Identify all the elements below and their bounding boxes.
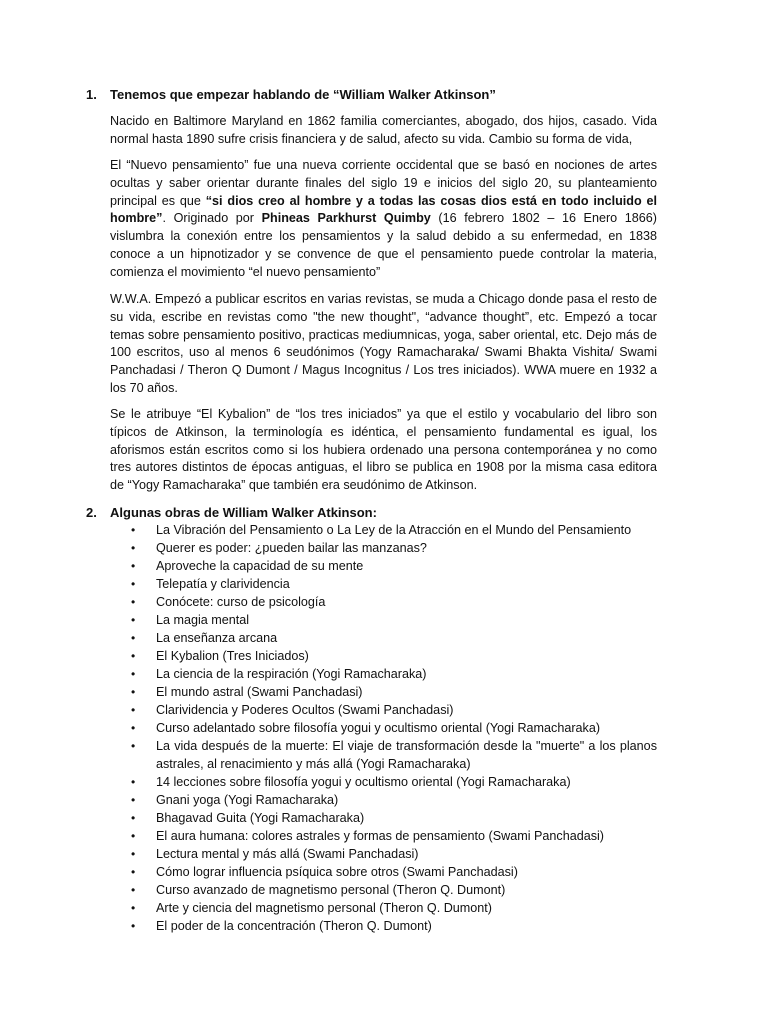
bullet-icon: •	[131, 919, 136, 933]
list-item	[110, 665, 657, 683]
bold-name: Phineas Parkhurst Quimby	[261, 211, 431, 226]
list-item-text: El aura humana: colores astrales y formas de pensamiento (Swami Panchadasi)	[156, 829, 604, 843]
paragraph-text: . Originado por	[162, 211, 262, 226]
list-item	[110, 719, 657, 737]
bullet-icon: •	[131, 613, 136, 627]
section-number: 2.	[86, 505, 97, 520]
bullet-icon: •	[131, 541, 136, 555]
list-item-text: La Vibración del Pensamiento o La Ley de la Atracción en el Mundo del Pensamiento	[156, 523, 632, 537]
bullet-icon: •	[131, 793, 136, 807]
list-item	[110, 827, 657, 845]
list-item	[110, 593, 657, 611]
bullet-icon: •	[131, 883, 136, 897]
paragraph-text: El “Nuevo pensamiento” fue una nueva corriente occidental que se basó en nociones de artes ocultas y saber orientar durante finales del siglo 19 e inicios del siglo 20, su planteamiento principal es que	[110, 158, 657, 208]
bullet-icon: •	[131, 721, 136, 735]
bullet-icon: •	[131, 631, 136, 645]
bullet-icon: •	[131, 775, 136, 789]
list-item	[110, 629, 657, 647]
list-item	[110, 575, 657, 593]
list-item-text: Conócete: curso de psicología	[156, 595, 326, 609]
list-item	[110, 881, 657, 899]
list-item-text: Aproveche la capacidad de su mente	[156, 559, 364, 573]
list-item-text: Cómo lograr influencia psíquica sobre otros (Swami Panchadasi)	[156, 865, 518, 879]
list-item	[110, 845, 657, 863]
list-item	[110, 791, 657, 809]
list-item	[110, 863, 657, 881]
list-item	[110, 917, 657, 935]
bullet-icon: •	[131, 667, 136, 681]
bullet-icon: •	[131, 685, 136, 699]
list-item-text: La enseñanza arcana	[156, 631, 278, 645]
bullet-icon: •	[131, 559, 136, 573]
list-item-text: El mundo astral (Swami Panchadasi)	[156, 685, 363, 699]
section-title: Tenemos que empezar hablando de “William Walker Atkinson”	[110, 87, 496, 102]
list-item-text: Arte y ciencia del magnetismo personal (Theron Q. Dumont)	[156, 901, 492, 915]
list-item	[110, 557, 657, 575]
list-item-text: Curso avanzado de magnetismo personal (Theron Q. Dumont)	[156, 883, 506, 897]
bullet-icon: •	[131, 649, 136, 663]
section-title: Algunas obras de William Walker Atkinson:	[110, 505, 377, 520]
bold-quote: “si dios creo al hombre y a todas las cosas dios está en todo incluido el hombre”	[110, 193, 658, 226]
list-item	[110, 737, 657, 773]
list-item	[110, 521, 657, 539]
list-item	[110, 899, 657, 917]
list-item-text: La ciencia de la respiración (Yogi Ramacharaka)	[156, 667, 427, 681]
bullet-icon: •	[131, 901, 136, 915]
list-item	[110, 611, 657, 629]
bullet-icon: •	[131, 811, 136, 825]
list-item-text: El Kybalion (Tres Iniciados)	[156, 649, 309, 663]
list-item	[110, 539, 657, 557]
list-item	[110, 773, 657, 791]
bullet-icon: •	[131, 595, 136, 609]
bullet-icon: •	[131, 865, 136, 879]
list-item-text: Lectura mental y más allá (Swami Panchadasi)	[156, 847, 419, 861]
bullet-icon: •	[131, 703, 136, 717]
list-item	[110, 701, 657, 719]
section-number: 1.	[86, 87, 97, 102]
paragraph-kybalion: Se le atribuye “El Kybalion” de “los tres iniciados” ya que el estilo y vocabulario del libro son típicos de Atkinson, la terminología es idéntica, el pensamiento fundamental es igual, los aforismos están escritos como si los hubiera ordenado una persona contemporánea y no como tres autores distintos de épocas antiguas, el libro se publica en 1908 por la misma casa editora de “Yogy Ramacharaka” que también era seudónimo de Atkinson.	[110, 407, 657, 493]
list-item-text: El poder de la concentración (Theron Q. Dumont)	[156, 919, 432, 933]
paragraph-text: (16 febrero 1802 – 16 Enero 1866) vislumbra la conexión entre los pensamientos y la salud debido a su enfermedad, en 1838 conoce a un hipnotizador y se convence de que el pensamiento puede controlar la materia, comienza el movimiento “el nuevo pensamiento”	[110, 211, 657, 279]
bullet-icon: •	[131, 739, 136, 753]
list-item	[110, 647, 657, 665]
bullet-icon: •	[131, 523, 136, 537]
list-item-text: Telepatía y clarividencia	[156, 577, 290, 591]
paragraph-new-thought	[110, 157, 657, 282]
list-item-text: Clarividencia y Poderes Ocultos (Swami Panchadasi)	[156, 703, 454, 717]
list-item-text: 14 lecciones sobre filosofía yogui y ocultismo oriental (Yogi Ramacharaka)	[156, 775, 571, 789]
works-list	[110, 521, 657, 935]
bullet-icon: •	[131, 847, 136, 861]
list-item	[110, 683, 657, 701]
paragraph-biography: Nacido en Baltimore Maryland en 1862 familia comerciantes, abogado, dos hijos, casado. Vida normal hasta 1890 sufre crisis financiera y de salud, afecto su vida. Cambio su forma de vida,	[110, 114, 657, 146]
paragraph-publications: W.W.A. Empezó a publicar escritos en varias revistas, se muda a Chicago donde pasa el resto de su vida, escribe en revistas como "the new thought", “advance thought”, etc. Empezó a tocar temas sobre pensamiento positivo, practicas mediumnicas, yoga, saber oriental, etc. Dejo más de 100 escritos, uso al menos 6 seudónimos (Yogy Ramacharaka/ Swami Bhakta Vishita/ Swami Panchadasi / Theron Q Dumont / Magus Incognitus / Los tres iniciados). WWA muere en 1932 a los 70 años.	[110, 292, 657, 395]
bullet-icon: •	[131, 829, 136, 843]
list-item-text: La magia mental	[156, 613, 250, 627]
list-item-text: Curso adelantado sobre filosofía yogui y ocultismo oriental (Yogi Ramacharaka)	[156, 721, 601, 735]
list-item-text: Querer es poder: ¿pueden bailar las manzanas?	[156, 541, 427, 555]
list-item-text: Bhagavad Guita (Yogi Ramacharaka)	[156, 811, 365, 825]
list-item-text: La vida después de la muerte: El viaje de transformación desde la "muerte" a los planos astrales, al renacimiento y más allá (Yogi Ramacharaka)	[156, 739, 657, 771]
list-item-text: Gnani yoga (Yogi Ramacharaka)	[156, 793, 339, 807]
list-item	[110, 809, 657, 827]
bullet-icon: •	[131, 577, 136, 591]
